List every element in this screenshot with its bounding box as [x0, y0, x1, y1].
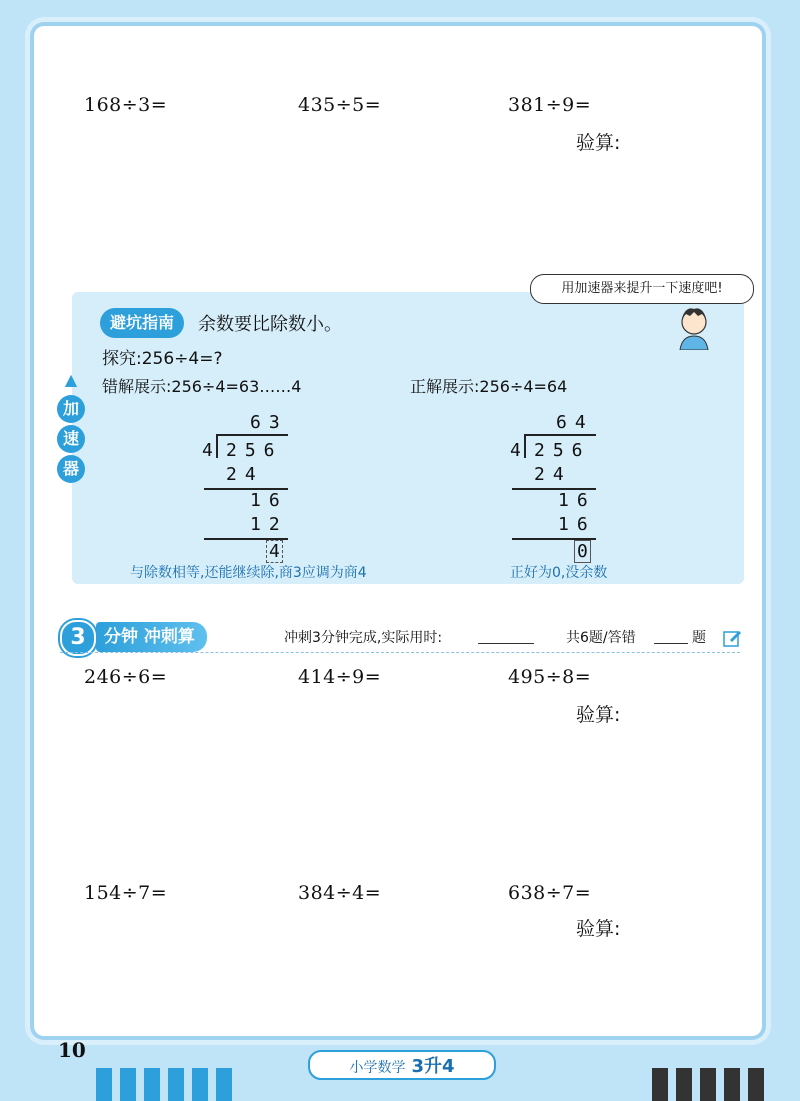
problem-4: 246÷6=: [84, 666, 168, 688]
accelerator-side-tab: [56, 370, 86, 490]
side-char: 加: [57, 395, 85, 423]
section-instruction: 冲刺3分钟完成,实际用时:: [284, 630, 443, 646]
division-bracket: [216, 434, 218, 458]
wrong-quotient: 63: [250, 412, 288, 433]
right-step3: 16: [558, 514, 596, 535]
check-label: 验算:: [576, 918, 621, 940]
footer-subject: 小学数学: [349, 1060, 406, 1076]
section-tally: 共6题/答错: [566, 630, 636, 646]
footer-grade: 3升4: [411, 1056, 455, 1077]
tip-text: 余数要比除数小。: [198, 314, 342, 335]
problem-3: 381÷9=: [508, 94, 592, 116]
problem-5: 414÷9=: [298, 666, 382, 688]
division-bracket: [524, 434, 526, 458]
wrong-step1: 24: [226, 464, 264, 485]
time-blank[interactable]: [478, 643, 534, 644]
section-title: 分钟 冲刺算: [96, 622, 207, 652]
check-label: 验算:: [576, 132, 621, 154]
wrong-count-blank[interactable]: [654, 643, 688, 644]
wrong-step2: 16: [250, 490, 288, 511]
wrong-label: 错解展示:256÷4=63……4: [102, 377, 302, 396]
wrong-dividend: 256: [226, 440, 283, 461]
right-step2: 16: [558, 490, 596, 511]
explore-line: 探究:256÷4=?: [102, 349, 223, 369]
boy-avatar-icon: [674, 304, 714, 350]
footer-stripes-right: [652, 1068, 764, 1101]
wrong-divisor: 4: [202, 440, 213, 461]
wrong-step3: 12: [250, 514, 288, 535]
right-remainder: 0: [574, 540, 591, 563]
section-divider: [60, 652, 740, 653]
right-dividend: 256: [534, 440, 591, 461]
problem-8: 384÷4=: [298, 882, 382, 904]
division-bar: [218, 434, 288, 436]
right-quotient: 64: [556, 412, 594, 433]
side-char: 器: [57, 455, 85, 483]
footer-title: [308, 1050, 496, 1080]
division-bar: [526, 434, 596, 436]
problem-2: 435÷5=: [298, 94, 382, 116]
footer-stripes-left: [96, 1068, 232, 1101]
section-number: 3: [60, 620, 96, 656]
section-tally-end: 题: [692, 630, 706, 646]
right-step1: 24: [534, 464, 572, 485]
right-divisor: 4: [510, 440, 521, 461]
tip-badge: 避坑指南: [100, 308, 184, 338]
problem-1: 168÷3=: [84, 94, 168, 116]
wrong-note: 与除数相等,还能继续除,商3应调为商4: [130, 565, 367, 581]
side-char: 速: [57, 425, 85, 453]
problem-6: 495÷8=: [508, 666, 592, 688]
page-number: 10: [58, 1038, 86, 1062]
right-label: 正解展示:256÷4=64: [410, 377, 568, 396]
rocket-icon: ▲: [64, 370, 78, 389]
problem-9: 638÷7=: [508, 882, 592, 904]
right-note: 正好为0,没余数: [510, 565, 608, 581]
wrong-remainder: 4: [266, 540, 283, 563]
pencil-icon: [722, 628, 742, 648]
problem-7: 154÷7=: [84, 882, 168, 904]
check-label: 验算:: [576, 704, 621, 726]
speech-bubble: 用加速器来提升一下速度吧!: [530, 274, 754, 304]
